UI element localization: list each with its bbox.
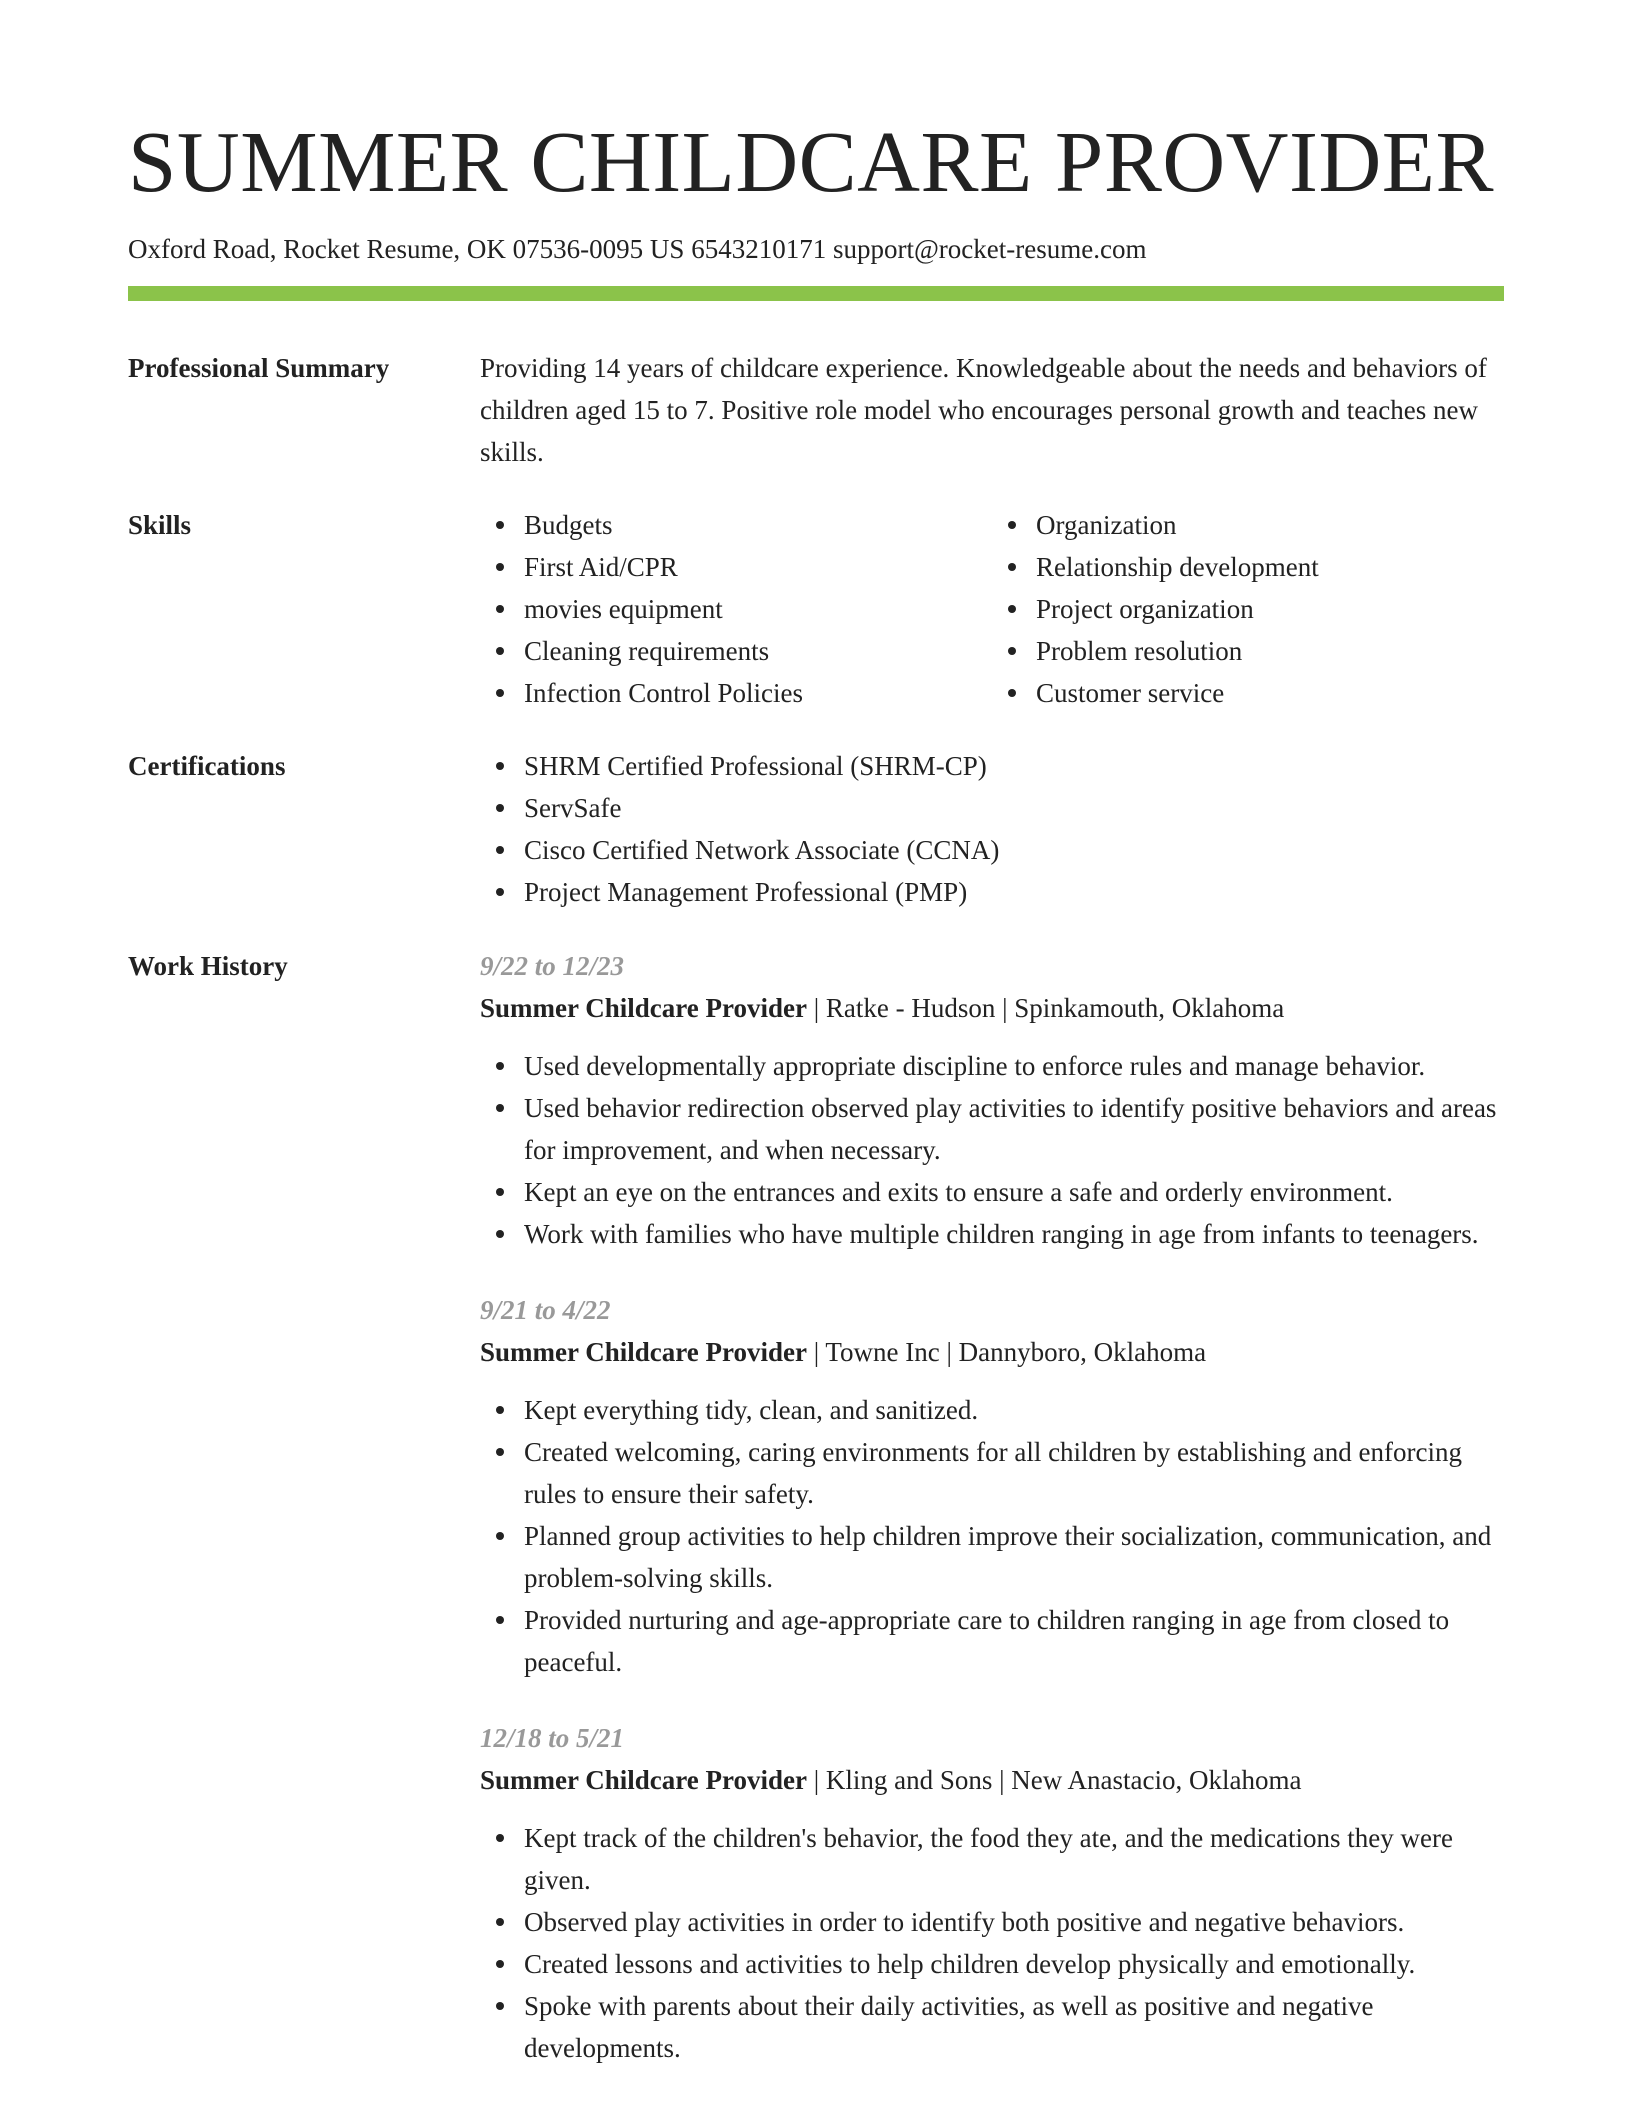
skill-item: Cleaning requirements — [524, 630, 992, 672]
job-location: New Anastacio, Oklahoma — [1011, 1765, 1302, 1795]
skill-item: Budgets — [524, 504, 992, 546]
job-company: Kling and Sons — [825, 1765, 993, 1795]
job-separator: | — [992, 1765, 1012, 1795]
skill-item: Problem resolution — [1036, 630, 1504, 672]
job-bullets — [480, 1045, 1504, 1255]
skill-item: Relationship development — [1036, 546, 1504, 588]
job-location: Spinkamouth, Oklahoma — [1014, 993, 1285, 1023]
job-bullets — [480, 1389, 1504, 1683]
section-title-summary: Professional Summary — [128, 353, 390, 383]
job-separator: | — [806, 1337, 826, 1367]
certification-item: Project Management Professional (PMP) — [524, 871, 1504, 913]
job-bullet: Spoke with parents about their daily activities, as well as positive and negative developments. — [524, 1985, 1504, 2069]
job-title: Summer Childcare Provider — [480, 993, 807, 1023]
skill-item: Organization — [1036, 504, 1504, 546]
job-bullet: Observed play activities in order to identify both positive and negative behaviors. — [524, 1901, 1504, 1943]
job-separator: | — [806, 993, 826, 1023]
job-location: Dannyboro, Oklahoma — [958, 1337, 1207, 1367]
job-bullets — [480, 1817, 1504, 2069]
job-entry — [480, 1717, 1504, 2069]
job-heading — [480, 987, 1504, 1029]
job-bullet: Provided nurturing and age-appropriate care to children ranging in age from closed to peaceful. — [524, 1599, 1504, 1683]
job-dates: 9/21 to 4/22 — [480, 1295, 611, 1325]
job-dates: 12/18 to 5/21 — [480, 1723, 625, 1753]
section-title-work-history: Work History — [128, 951, 288, 981]
certifications-list — [480, 745, 1504, 913]
certifications-body — [480, 745, 1504, 913]
job-bullet: Work with families who have multiple children ranging in age from infants to teenagers. — [524, 1213, 1504, 1255]
certification-item: Cisco Certified Network Associate (CCNA) — [524, 829, 1504, 871]
candidate-name: SUMMER CHILDCARE PROVIDER — [128, 113, 1494, 210]
job-entry — [480, 1289, 1504, 1683]
summary-body — [480, 347, 1504, 473]
job-heading — [480, 1331, 1504, 1373]
section-title-skills: Skills — [128, 510, 192, 540]
job-bullet: Used developmentally appropriate discipline to enforce rules and manage behavior. — [524, 1045, 1504, 1087]
job-heading — [480, 1759, 1504, 1801]
job-dates: 9/22 to 12/23 — [480, 951, 625, 981]
job-separator: | — [806, 1765, 826, 1795]
job-bullet: Created welcoming, caring environments for all children by establishing and enforcing rules to ensure their safety. — [524, 1431, 1504, 1515]
job-title: Summer Childcare Provider — [480, 1337, 807, 1367]
skills-body — [480, 504, 1504, 714]
job-entry — [480, 945, 1504, 1255]
job-bullet: Kept track of the children's behavior, the food they ate, and the medications they were given. — [524, 1817, 1504, 1901]
skills-list-right — [992, 504, 1504, 714]
job-separator: | — [939, 1337, 959, 1367]
job-separator: | — [995, 993, 1015, 1023]
job-bullet: Planned group activities to help children improve their socialization, communication, and problem-solving skills. — [524, 1515, 1504, 1599]
job-bullet: Kept an eye on the entrances and exits to ensure a safe and orderly environment. — [524, 1171, 1504, 1213]
job-company: Ratke - Hudson — [825, 993, 996, 1023]
certification-item: ServSafe — [524, 787, 1504, 829]
skill-item: Customer service — [1036, 672, 1504, 714]
summary-text: Providing 14 years of childcare experience. Knowledgeable about the needs and behaviors of children aged 15 to 7. Positive role model who encourages personal growth and teaches new skills. — [480, 353, 1487, 467]
job-bullet: Kept everything tidy, clean, and sanitized. — [524, 1389, 1504, 1431]
skill-item: First Aid/CPR — [524, 546, 992, 588]
job-bullet: Created lessons and activities to help children develop physically and emotionally. — [524, 1943, 1504, 1985]
skill-item: movies equipment — [524, 588, 992, 630]
job-bullet: Used behavior redirection observed play activities to identify positive behaviors and areas for improvement, and when necessary. — [524, 1087, 1504, 1171]
accent-divider — [128, 286, 1504, 301]
skill-item: Infection Control Policies — [524, 672, 992, 714]
section-title-certifications: Certifications — [128, 751, 286, 781]
skills-list-left — [480, 504, 992, 714]
job-title: Summer Childcare Provider — [480, 1765, 807, 1795]
skill-item: Project organization — [1036, 588, 1504, 630]
certification-item: SHRM Certified Professional (SHRM-CP) — [524, 745, 1504, 787]
job-company: Towne Inc — [825, 1337, 940, 1367]
contact-info: Oxford Road, Rocket Resume, OK 07536-0095 US 6543210171 support@rocket-resume.com — [128, 234, 1147, 264]
work-history-body — [480, 945, 1504, 2103]
